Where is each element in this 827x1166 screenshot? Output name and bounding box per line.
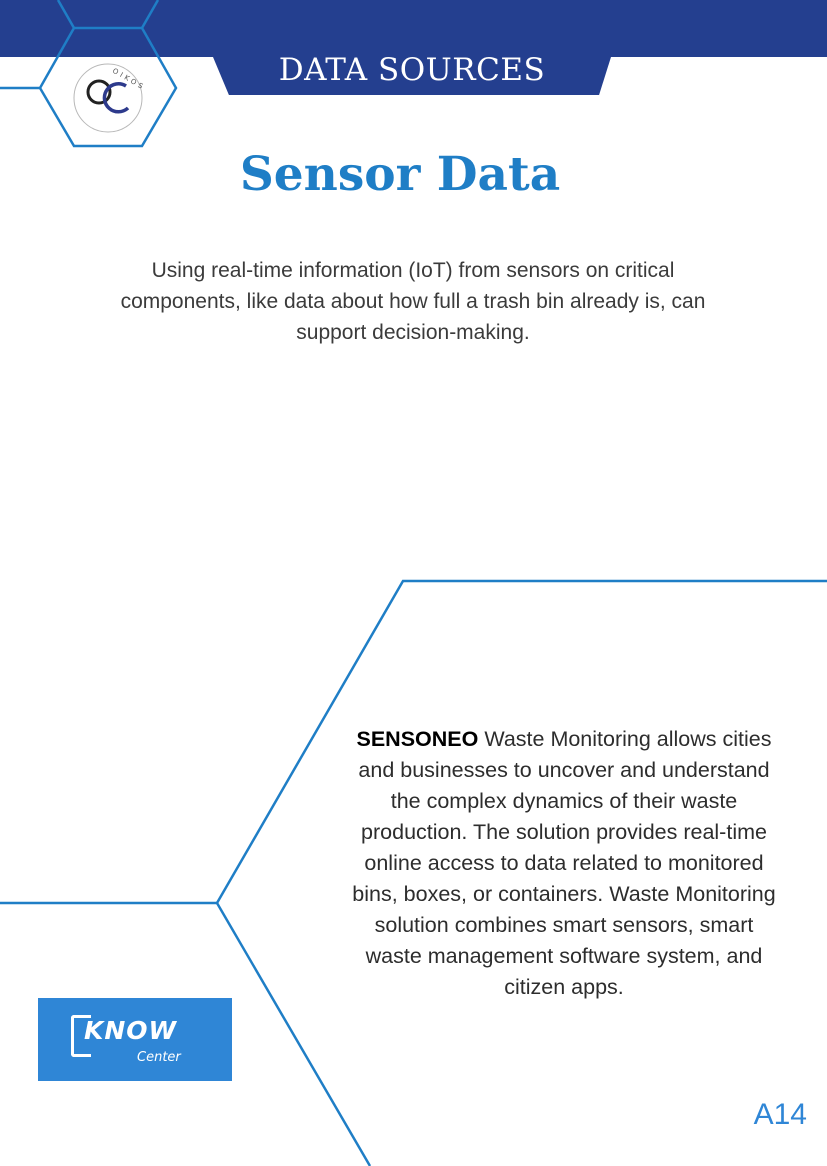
- logo-word: KNOW: [84, 1016, 178, 1045]
- logo-wordmark: OIKOS: [111, 66, 147, 93]
- intro-text: Using real-time information (IoT) from sensors on critical components, like data about how full a trash bin already is, can support decision-making.: [120, 259, 706, 344]
- company-name: SENSONEO: [356, 727, 479, 751]
- page-number: A14: [753, 1098, 807, 1131]
- section-label: DATA SOURCES: [278, 52, 546, 88]
- know-center-logo: [38, 998, 232, 1081]
- example-description: [352, 724, 776, 1003]
- brand-logo: [74, 64, 147, 132]
- page-title: Sensor Data: [239, 147, 561, 202]
- logo-subtitle: Center: [137, 1050, 181, 1065]
- description-body: Waste Monitoring allows cities and businesses to uncover and understand the complex dynamics of their waste production. The solution provides real-time online access to data related to monitored bins, boxes, or containers. Waste Monitoring solution combines smart sensors, smart waste management software system, and citizen apps.: [352, 727, 776, 999]
